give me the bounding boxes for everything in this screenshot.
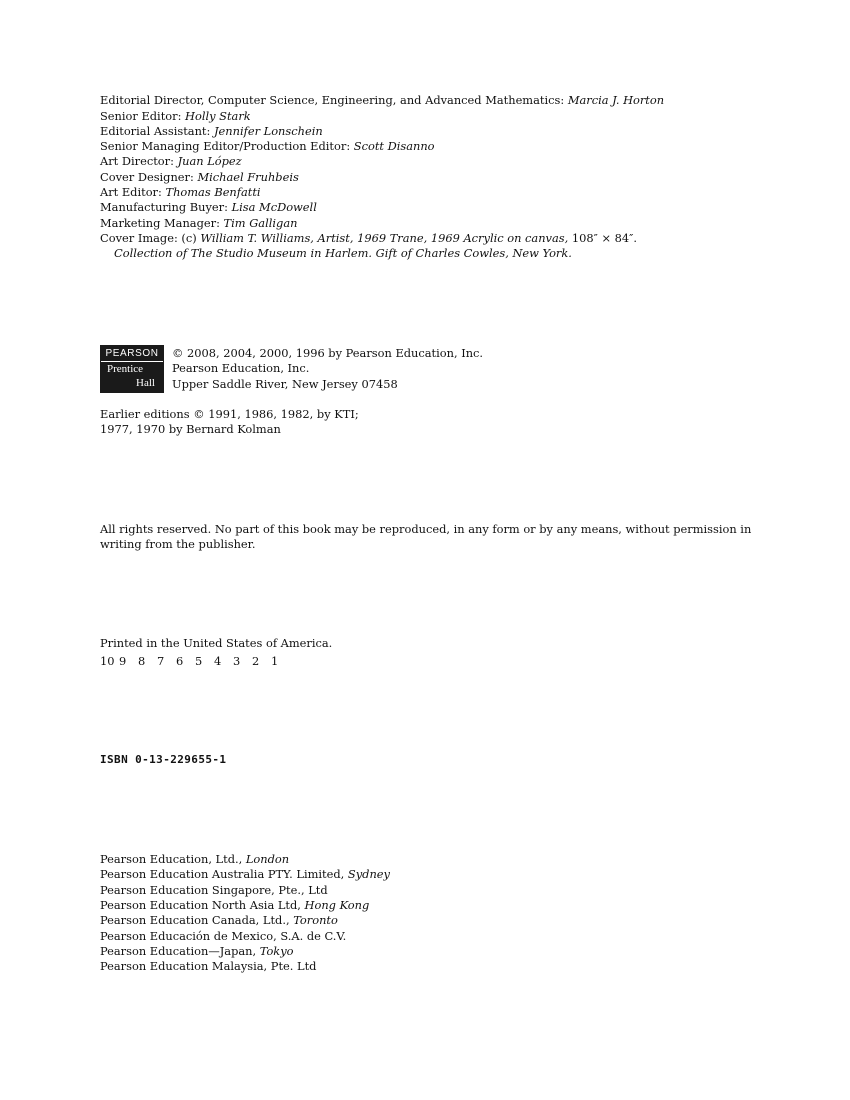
earlier-editions-line: 1977, 1970 by Bernard Kolman — [100, 422, 281, 437]
office-name: Pearson Educación de Mexico, S.A. de C.V. — [100, 928, 347, 943]
printed-in-text: Printed in the United States of America. — [100, 636, 333, 650]
copyright-line: Pearson Education, Inc. — [172, 361, 310, 376]
office-name: Pearson Education Australia PTY. Limited, — [100, 867, 345, 882]
credit-name: Holly Stark — [185, 108, 251, 123]
printing-number: 9 — [119, 654, 127, 668]
office-name: Pearson Education Malaysia, Pte. Ltd — [100, 959, 317, 974]
office-line — [100, 913, 338, 928]
credit-role: Art Director: — [100, 154, 174, 169]
credit-name: Jennifer Lonschein — [213, 123, 323, 138]
credit-name: Thomas Benfatti — [165, 185, 261, 199]
credit-role: Senior Managing Editor/Production Editor: — [100, 139, 351, 154]
office-name: Pearson Education—Japan, — [100, 943, 257, 958]
printing-number: 7 — [157, 654, 165, 668]
credit-role: Cover Image: — [100, 230, 178, 245]
copyright-mark: (c) — [181, 230, 197, 245]
office-line — [100, 898, 369, 913]
credit-line — [100, 154, 242, 169]
credit-role: Marketing Manager: — [100, 215, 220, 230]
printing-number: 4 — [214, 654, 222, 668]
printing-number: 1 — [271, 654, 279, 668]
credit-role: Editorial Assistant: — [100, 123, 211, 138]
printing-number: 6 — [176, 654, 184, 668]
credit-line — [100, 200, 317, 215]
printing-number: 5 — [195, 654, 203, 668]
office-line — [100, 867, 390, 882]
logo-pearson-text: PEARSON — [101, 346, 163, 362]
cover-image-credit — [100, 231, 637, 246]
printing-number-line — [100, 654, 290, 669]
credit-line — [100, 93, 664, 108]
credit-line — [100, 139, 435, 154]
credit-name: Collection of The Studio Museum in Harlem. Gift of Charles Cowles, New York. — [114, 246, 572, 261]
office-name: Pearson Education Canada, Ltd., — [100, 913, 290, 928]
office-name: Pearson Education North Asia Ltd, — [100, 897, 301, 912]
office-name: Pearson Education, Ltd., — [100, 852, 243, 866]
credit-name: Tim Galligan — [223, 215, 298, 230]
office-city: London — [245, 852, 290, 866]
office-city: Tokyo — [259, 943, 294, 958]
credit-name: Lisa McDowell — [231, 200, 317, 215]
credit-line — [100, 124, 323, 139]
rights-line: All rights reserved. No part of this book may be reproduced, in any form or by any means, without permission in — [100, 522, 752, 536]
office-name: Pearson Education Singapore, Pte., Ltd — [100, 882, 328, 897]
canvas-dimensions: 108″ × 84″. — [571, 230, 638, 245]
office-city: Toronto — [293, 913, 338, 928]
office-line — [100, 929, 346, 944]
credit-line — [100, 170, 299, 185]
rights-line: writing from the publisher. — [100, 537, 256, 552]
logo-hall-text: Hall — [136, 377, 155, 389]
office-line — [100, 959, 316, 974]
credit-role: Art Editor: — [100, 185, 162, 199]
credit-name: Marcia J. Horton — [567, 93, 665, 107]
credit-role: Cover Designer: — [100, 169, 194, 184]
printing-number: 3 — [233, 654, 241, 668]
credit-name: Scott Disanno — [353, 139, 435, 154]
credit-name: William T. Williams, Artist, 1969 Trane, 1969 Acrylic on canvas, — [200, 230, 569, 245]
cover-image-collection — [114, 246, 572, 261]
credit-line — [100, 216, 297, 231]
pearson-prentice-hall-logo — [100, 345, 164, 393]
earlier-editions-line: Earlier editions © 1991, 1986, 1982, by KTI; — [100, 407, 359, 421]
credit-name: Michael Fruhbeis — [197, 169, 299, 184]
copyright-line: Upper Saddle River, New Jersey 07458 — [172, 376, 398, 391]
office-line — [100, 944, 294, 959]
printing-number: 8 — [138, 654, 146, 668]
printing-number: 2 — [252, 654, 260, 668]
office-city: Hong Kong — [304, 897, 370, 912]
printing-number: 10 — [100, 654, 115, 668]
office-city: Sydney — [347, 867, 390, 882]
office-line — [100, 883, 328, 898]
credit-role: Manufacturing Buyer: — [100, 200, 228, 215]
logo-prentice-text: Prentice — [107, 363, 144, 375]
credit-role: Senior Editor: — [100, 108, 182, 123]
isbn-number: ISBN 0-13-229655-1 — [100, 753, 227, 766]
credit-role: Editorial Director, Computer Science, Engineering, and Advanced Mathematics: — [100, 93, 565, 107]
office-line — [100, 852, 289, 867]
copyright-line: © 2008, 2004, 2000, 1996 by Pearson Education, Inc. — [172, 346, 484, 360]
credit-line — [100, 109, 251, 124]
credit-line — [100, 185, 261, 200]
credit-name: Juan López — [177, 154, 242, 169]
